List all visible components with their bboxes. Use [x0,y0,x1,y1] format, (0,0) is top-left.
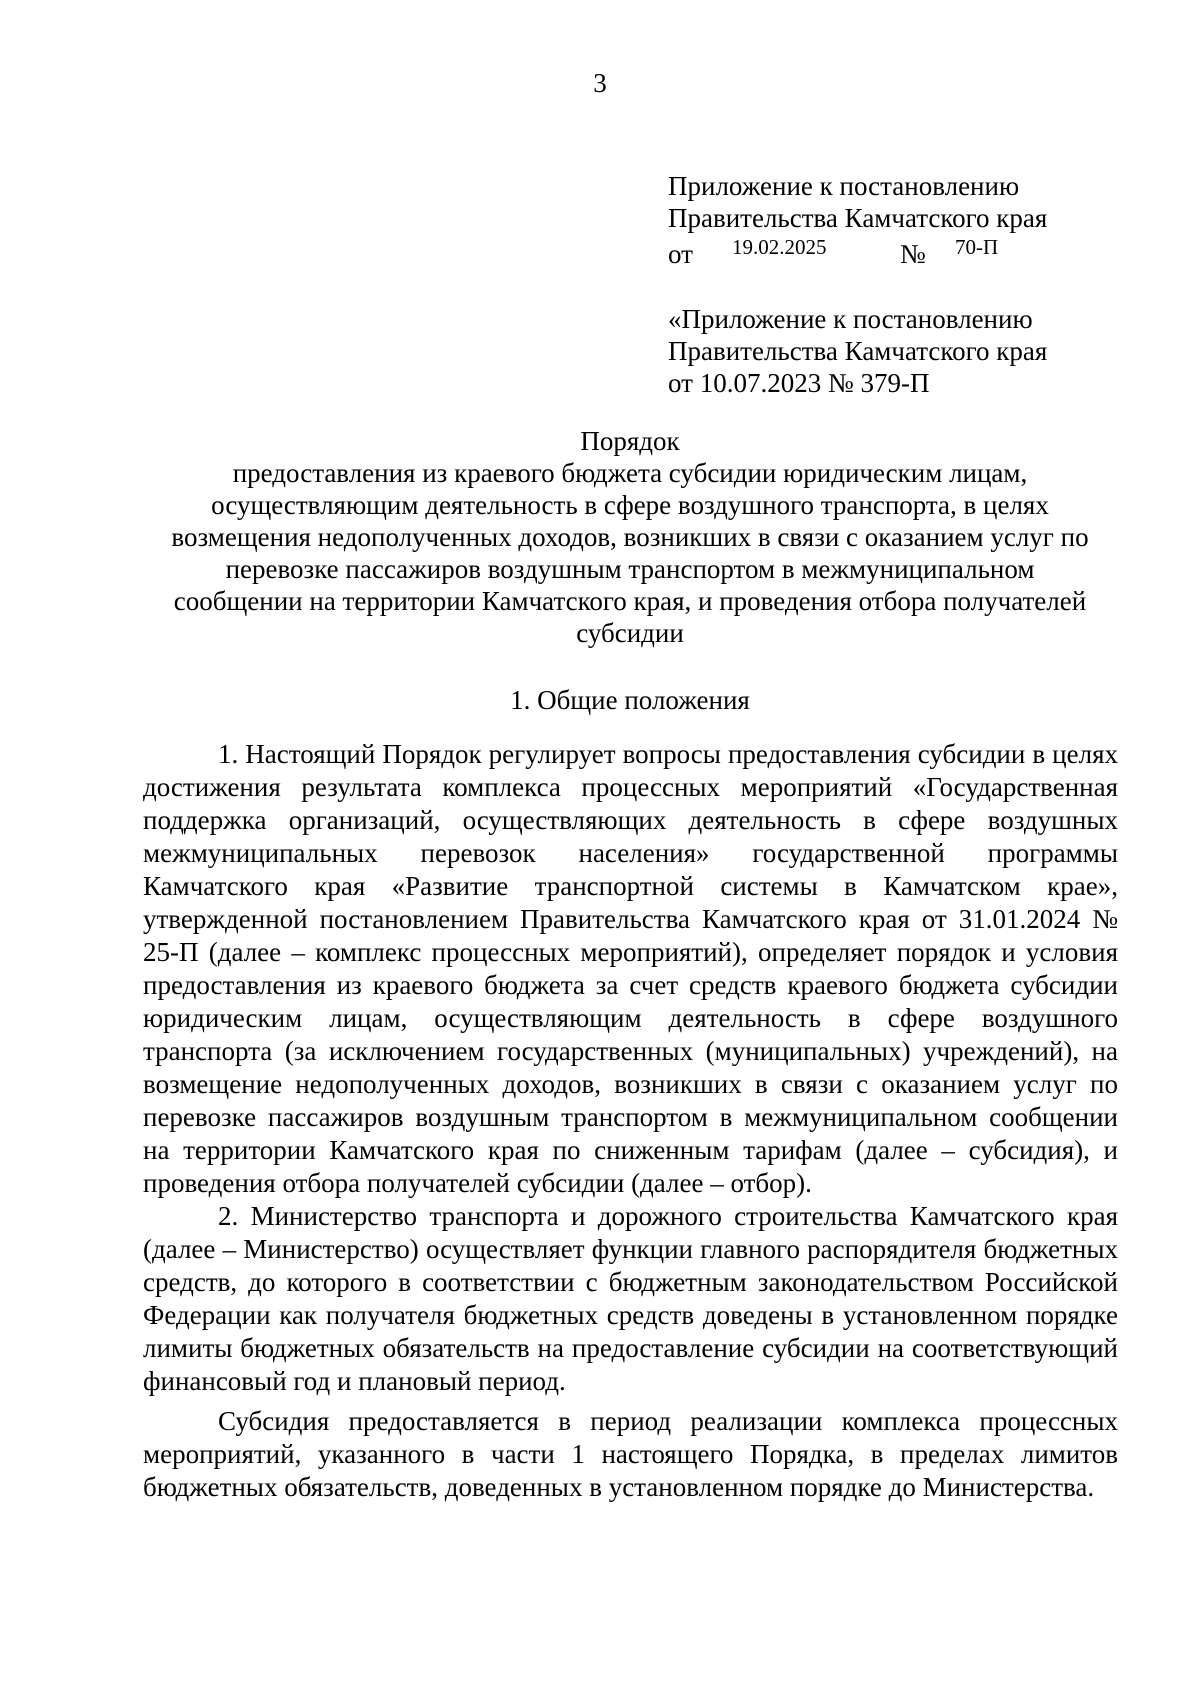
appendix-previous-line3: от 10.07.2023 № 379-П [668,368,930,398]
document-title [135,425,1125,649]
resolution-date: 19.02.2025 [732,235,827,259]
title-line: возмещения недополученных доходов, возникших в связи с оказанием услуг по [171,522,1089,552]
paragraph-2: 2. Министерство транспорта и дорожного строительства Камчатского края (далее – Министерство) осуществляет функции главного распорядителя бюджетных средств, до которого в соответствии с бюджетным законодательством Российской Федерации как получателя бюджетных средств доведены в установленном порядке лимиты бюджетных обязательств на предоставление субсидии на соответствующий финансовый год и плановый период. [143,1201,1118,1396]
body-text [143,738,1118,1504]
title-line: осуществляющим деятельность в сфере воздушного транспорта, в целях [211,490,1049,520]
appendix-previous-line1: «Приложение к постановлению [668,304,1033,334]
page-number: 3 [593,68,607,98]
appendix-current-line1: Приложение к постановлению [668,171,1020,201]
from-label: от [668,239,693,269]
title-line: субсидии [576,618,684,648]
title-heading: Порядок [580,426,680,456]
appendix-current-date-line [668,234,1047,270]
appendix-previous-line2: Правительства Камчатского края [668,336,1048,366]
title-line: сообщении на территории Камчатского края, и проведения отбора получателей [173,586,1087,616]
appendix-previous-stamp [668,303,1047,399]
section-heading: 1. Общие положения [510,685,750,715]
title-line: перевозке пассажиров воздушным транспортом в межмуниципальном [225,554,1035,584]
number-label: № [900,239,926,269]
title-line: предоставления из краевого бюджета субсидии юридическим лицам, [232,458,1028,488]
appendix-current-stamp [668,170,1047,270]
paragraph-3: Субсидия предоставляется в период реализации комплекса процессных мероприятий, указанного в части 1 настоящего Порядка, в пределах лимитов бюджетных обязательств, доведенных в установленном порядке до Министерства. [143,1406,1118,1502]
appendix-current-line2: Правительства Камчатского края [668,203,1048,233]
resolution-number: 70-П [955,235,999,259]
paragraph-1: 1. Настоящий Порядок регулирует вопросы предоставления субсидии в целях достижения результата комплекса процессных мероприятий «Государственная поддержка организаций, осуществляющих деятельность в сфере воздушных межмуниципальных перевозок населения» государственной программы Камчатского края «Развитие транспортной системы в Камчатском крае», утвержденной постановлением Правительства Камчатского края от 31.01.2024 № 25-П (далее – комплекс процессных мероприятий), определяет порядок и условия предоставления из краевого бюджета за счет средств краевого бюджета субсидии юридическим лицам, осуществляющим деятельность в сфере воздушного транспорта (за исключением государственных (муниципальных) учреждений), на возмещение недополученных доходов, возникших в связи с оказанием услуг по перевозке пассажиров воздушным транспортом в межмуниципальном сообщении на территории Камчатского края по сниженным тарифам (далее – субсидия), и проведения отбора получателей субсидии (далее – отбор). [143,739,1118,1198]
